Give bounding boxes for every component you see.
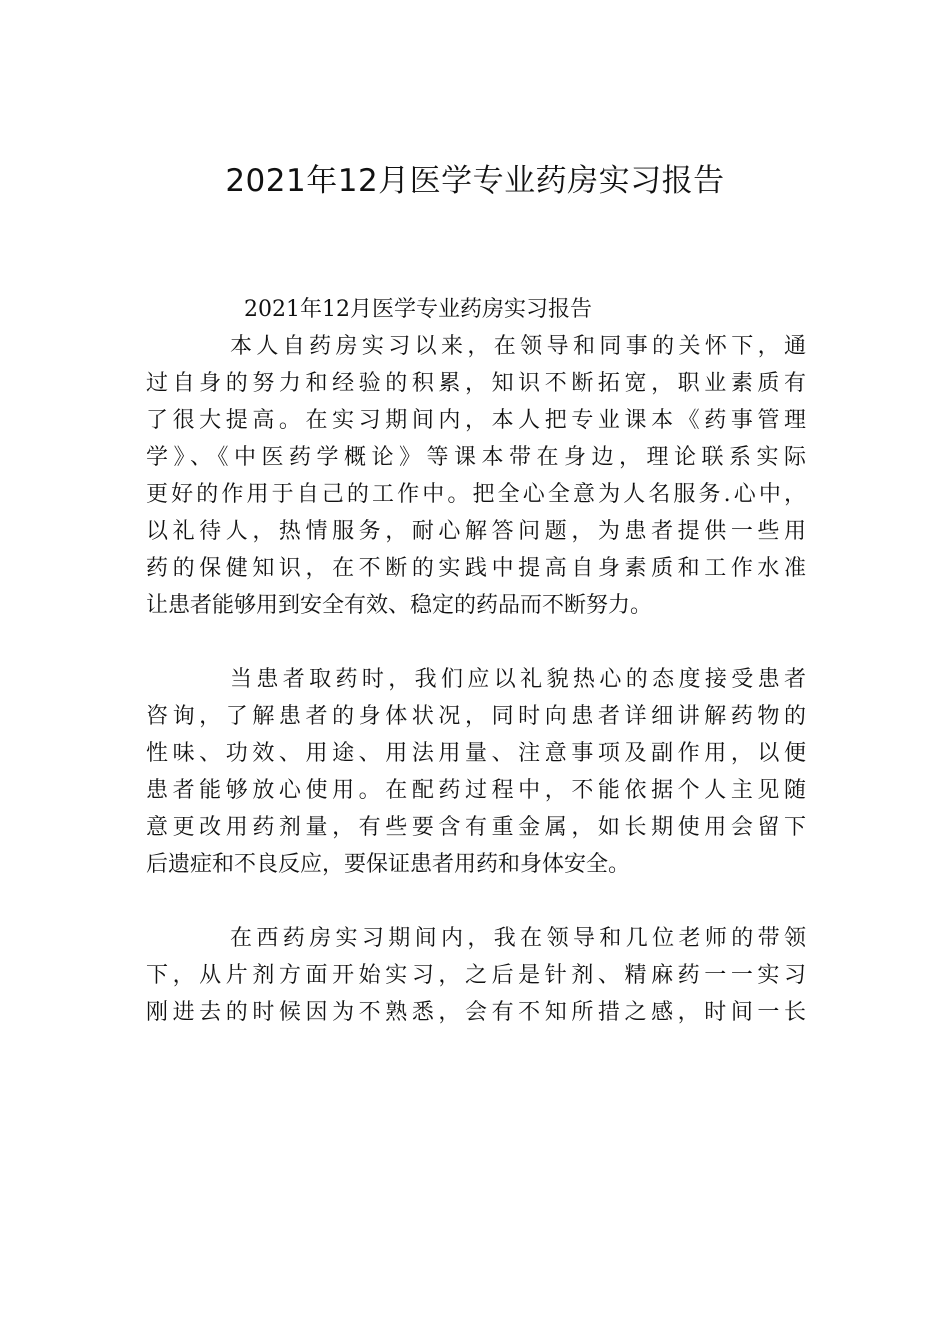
- paragraph-line: 患者能够放心使用。在配药过程中，不能依据个人主见随: [146, 778, 806, 803]
- paragraph-1: [146, 328, 806, 624]
- document-body: [146, 291, 806, 1031]
- document-title: 2021年12月医学专业药房实习报告: [225, 163, 725, 199]
- document-subtitle: 2021年12月医学专业药房实习报告: [244, 297, 592, 322]
- paragraph-line: 以礼待人，热情服务，耐心解答问题，为患者提供一些用: [146, 519, 806, 544]
- paragraph-line: 性味、功效、用途、用法用量、注意事项及副作用，以便: [146, 741, 806, 766]
- paragraph-line: 更好的作用于自己的工作中。把全心全意为人名服务.心中，: [146, 482, 806, 507]
- paragraph-line: 本人自药房实习以来，在领导和同事的关怀下，通: [230, 334, 806, 359]
- paragraph-line: 咨询，了解患者的身体状况，同时向患者详细讲解药物的: [146, 704, 806, 729]
- paragraph-line: 意更改用药剂量，有些要含有重金属，如长期使用会留下: [146, 815, 806, 840]
- paragraph-line: 刚进去的时候因为不熟悉，会有不知所措之感，时间一长: [146, 1000, 806, 1025]
- paragraph-2: [146, 661, 806, 883]
- paragraph-3: [146, 920, 806, 1031]
- paragraph-line: 过自身的努力和经验的积累，知识不断拓宽，职业素质有: [146, 371, 806, 396]
- paragraph-line: 在西药房实习期间内，我在领导和几位老师的带领: [230, 926, 806, 951]
- paragraph-line: 学》、《中医药学概论》等课本带在身边，理论联系实际: [146, 445, 806, 470]
- paragraph-line: 让患者能够用到安全有效、稳定的药品而不断努力。: [146, 593, 653, 618]
- paragraph-line: 下，从片剂方面开始实习，之后是针剂、精麻药一一实习: [146, 963, 806, 988]
- paragraph-line: 药的保健知识，在不断的实践中提高自身素质和工作水准: [146, 556, 806, 581]
- paragraph-line: 后遗症和不良反应，要保证患者用药和身体安全。: [146, 852, 631, 877]
- paragraph-line: 了很大提高。在实习期间内，本人把专业课本《药事管理: [146, 408, 806, 433]
- paragraph-line: 当患者取药时，我们应以礼貌热心的态度接受患者: [230, 667, 806, 692]
